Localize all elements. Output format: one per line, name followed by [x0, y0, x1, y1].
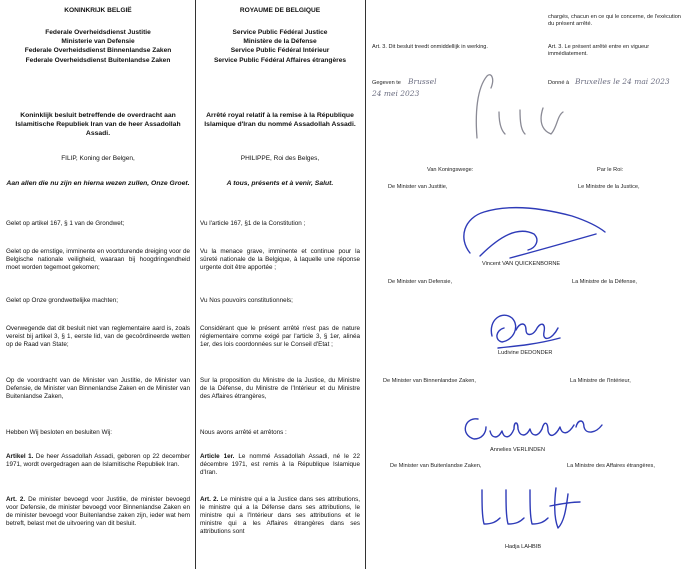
column-divider — [195, 0, 196, 569]
fr-paragraph: Considérant que le présent arrêté n'est pas de nature réglementaire comme exigé par l'article 3, § 1er, alinéa 1er, des lois coordonnées sur le Conseil d'Etat ; — [200, 325, 360, 349]
fr-header-services — [200, 28, 360, 65]
minister-justice-fr: Le Ministre de la Justice, — [578, 184, 640, 190]
fr-header-line: Service Public Fédéral Justice — [232, 29, 328, 36]
nl-article-1 — [6, 453, 190, 469]
nl-header-line: Federale Overheidsdienst Justitie — [45, 29, 151, 36]
minister-interior-nl: De Minister van Binnenlandse Zaken, — [383, 378, 476, 384]
fr-paragraph: Sur la proposition du Ministre de la Justice, du Ministre de la Défense, du Ministre de l'Intérieur et du Ministre des Affaires étrangères, — [200, 377, 360, 401]
fr-article-3: Art. 3. Le présent arrêté entre en vigueur immédiatement. — [548, 44, 650, 58]
handwritten-date-nl: 24 mei 2023 — [372, 89, 420, 98]
nl-article-2-text: De minister bevoegd voor Justitie, de minister bevoegd voor Defensie, de minister bevoegd voor Binnenlandse Zaken en de minister bevoegd voor Buitenlandse zaken zijn, ieder wat hem betreft, belast met de uitvoering van dit besluit. — [6, 496, 190, 528]
fr-article-2-continuation: chargés, chacun en ce qui le concerne, de l'exécution du présent arrêté. — [548, 14, 681, 28]
nl-article-1-text: De heer Assadollah Assadi, geboren op 22 december 1971, wordt overgedragen aan de Islamitische Republiek Iran. — [6, 453, 191, 469]
foreign-minister-signature — [472, 482, 592, 532]
fr-header-line: Service Public Fédéral Affaires étrangères — [213, 56, 347, 64]
given-at-fr: Donné à — [548, 80, 570, 86]
fr-header-line: Service Public Fédéral Intérieur — [230, 47, 330, 55]
handwritten-place-nl: Brussel — [408, 77, 437, 86]
column-divider — [365, 0, 366, 569]
foreign-minister-name: Hadja LAHBIB — [505, 544, 542, 550]
king-signature — [465, 68, 585, 148]
nl-article-3: Art. 3. Dit besluit treedt onmiddellijk in werking. — [372, 44, 488, 50]
fr-title: Arrêté royal relatif à la remise à la République Islamique d'Iran du nommé Assadollah Assadi. — [204, 112, 356, 128]
nl-header-top: KONINKRIJK BELGIË — [64, 7, 132, 14]
minister-justice-nl: De Minister van Justitie, — [388, 184, 448, 190]
fr-article-1-label: Article 1er. — [200, 453, 235, 460]
fr-article-1 — [200, 453, 360, 477]
fr-article-2-text: Le ministre qui a la Justice dans ses attributions, le ministre qui a la Défense dans ses attributions, le ministre qui a l'Intérieur dans ses attributions et le ministre qui a les Affaires étrangères dans ses attributions sont — [200, 496, 360, 536]
nl-paragraph: Gelet op artikel 167, § 1 van de Grondwet; — [6, 220, 125, 227]
nl-paragraph: Hebben Wij besloten en besluiten Wij: — [6, 429, 113, 436]
interior-minister-signature — [452, 405, 622, 450]
nl-king: FILIP, Koning der Belgen, — [61, 155, 135, 162]
interior-minister-name: Annelies VERLINDEN — [490, 447, 546, 453]
nl-paragraph: Gelet op de ernstige, imminente en voortdurende dreiging voor de Belgische nationale veiligheid, waaraan bij hoogdringendheid moet worden tegemoet gekomen; — [6, 248, 190, 272]
par-le-roi: Par le Roi: — [597, 167, 624, 173]
fr-paragraph: Nous avons arrêté et arrêtons : — [200, 429, 287, 436]
nl-article-1-label: Artikel 1. — [6, 453, 34, 460]
fr-paragraph: Vu la menace grave, imminente et continue pour la sûreté nationale de la Belgique, à laquelle une réponse urgente doit être apportée ; — [200, 248, 360, 272]
nl-salutation: Aan allen die nu zijn en hierna wezen zullen, Onze Groet. — [6, 180, 190, 187]
nl-article-2 — [6, 496, 190, 528]
fr-salutation: A tous, présents et à venir, Salut. — [226, 180, 334, 187]
minister-defense-nl: De Minister van Defensie, — [388, 279, 453, 285]
nl-header-line: Federale Overheidsdienst Buitenlandse Zaken — [25, 56, 171, 64]
fr-header-line: Ministère de la Défense — [243, 38, 317, 46]
handwritten-place-date-fr: Bruxelles le 24 mai 2023 — [575, 77, 670, 86]
fr-king: PHILIPPE, Roi des Belges, — [240, 155, 320, 162]
fr-header-top: ROYAUME DE BELGIQUE — [239, 7, 321, 14]
nl-header-line: Federale Overheidsdienst Binnenlandse Zaken — [24, 47, 172, 55]
defense-minister-signature — [478, 300, 578, 352]
nl-paragraph: Overwegende dat dit besluit niet van reglementaire aard is, zoals vereist bij artikel 3, § 1, eerste lid, van de gecoördineerde wetten op de Raad van State; — [6, 325, 190, 349]
fr-article-2 — [200, 496, 360, 536]
minister-interior-fr: La Ministre de l'Intérieur, — [570, 378, 631, 384]
nl-header-services — [6, 28, 190, 65]
minister-foreign-nl: De Minister van Buitenlandse Zaken, — [390, 463, 482, 469]
minister-foreign-fr: La Ministre des Affaires étrangères, — [567, 463, 655, 469]
nl-paragraph: Gelet op Onze grondwettelijke machten; — [6, 297, 119, 304]
nl-header-line: Ministerie van Defensie — [61, 38, 135, 46]
nl-title: Koninklijk besluit betreffende de overdracht aan Islamitische Republiek Iran van de heer Assadollah Assadi. — [15, 112, 181, 137]
defense-minister-name: Ludivine DEDONDER — [498, 350, 553, 356]
fr-article-1-text: Le nommé Assadollah Assadi, né le 22 décembre 1971, est remis à la République Islamique d'Iran. — [200, 453, 360, 477]
minister-defense-fr: La Ministre de la Défense, — [572, 279, 637, 285]
fr-paragraph: Vu l'article 167, §1 de la Constitution ; — [200, 220, 306, 227]
justice-minister-signature — [450, 198, 620, 268]
van-koningswege: Van Koningswege: — [427, 167, 474, 173]
fr-paragraph: Vu Nos pouvoirs constitutionnels; — [200, 297, 293, 304]
given-at-nl: Gegeven te — [372, 80, 401, 86]
nl-paragraph: Op de voordracht van de Minister van Justitie, de Minister van Defensie, de Minister van Binnenlandse Zaken en de Minister van Buitenlandse Zaken, — [6, 377, 190, 401]
fr-article-2-label: Art. 2. — [200, 496, 219, 503]
justice-minister-name: Vincent VAN QUICKENBORNE — [482, 261, 561, 267]
nl-article-2-label: Art. 2. — [6, 496, 26, 503]
